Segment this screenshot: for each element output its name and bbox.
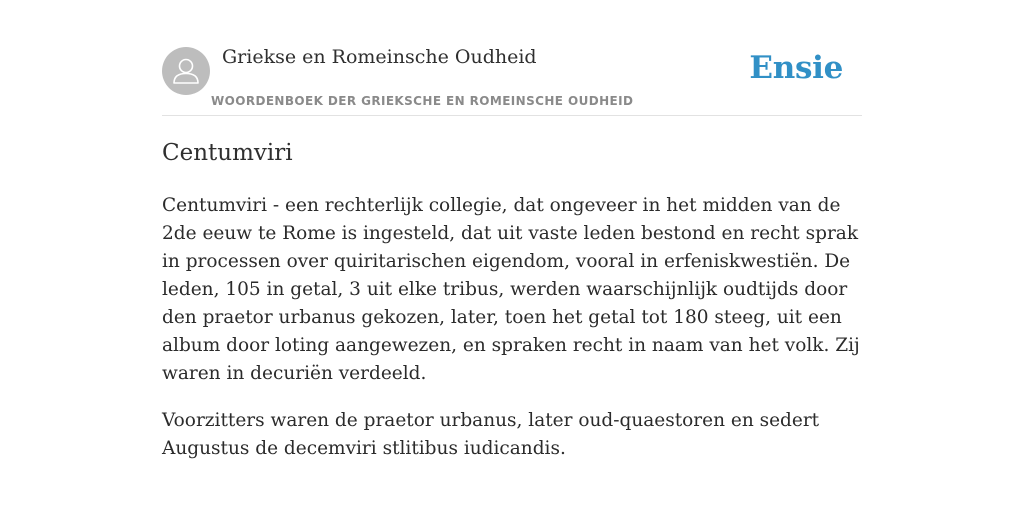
source-subtitle[interactable]: WOORDENBOEK DER GRIEKSCHE EN ROMEINSCHE OUDHEID (211, 94, 634, 108)
page-container (162, 0, 862, 459)
avatar[interactable] (162, 47, 210, 95)
source-title[interactable]: Griekse en Romeinsche Oudheid (222, 46, 537, 68)
entry-paragraph: Voorzitters waren de praetor urbanus, later oud-quaestoren en sedert Augustus de decemviri stlitibus iudicandis. (162, 410, 820, 459)
user-silhouette-icon (162, 47, 210, 95)
source-header (162, 0, 862, 116)
entry-term: Centumviri (162, 140, 293, 166)
entry-content (162, 192, 862, 482)
entry-paragraph: Centumviri - een rechterlijk collegie, dat ongeveer in het midden van de 2de eeuw te Rome is ingesteld, dat uit vaste leden bestond en recht sprak in processen over quiritarischen eigendom, vooral in erfeniskwestiën. De leden, 105 in getal, 3 uit elke tribus, werden waarschijnlijk oudtijds door den praetor urbanus gekozen, later, toen het getal tot 180 steeg, uit een album door loting aangewezen, en spraken recht in naam van het volk. Zij waren in decuriën verdeeld. (162, 195, 860, 384)
ensie-logo[interactable]: Ensie (749, 50, 843, 86)
